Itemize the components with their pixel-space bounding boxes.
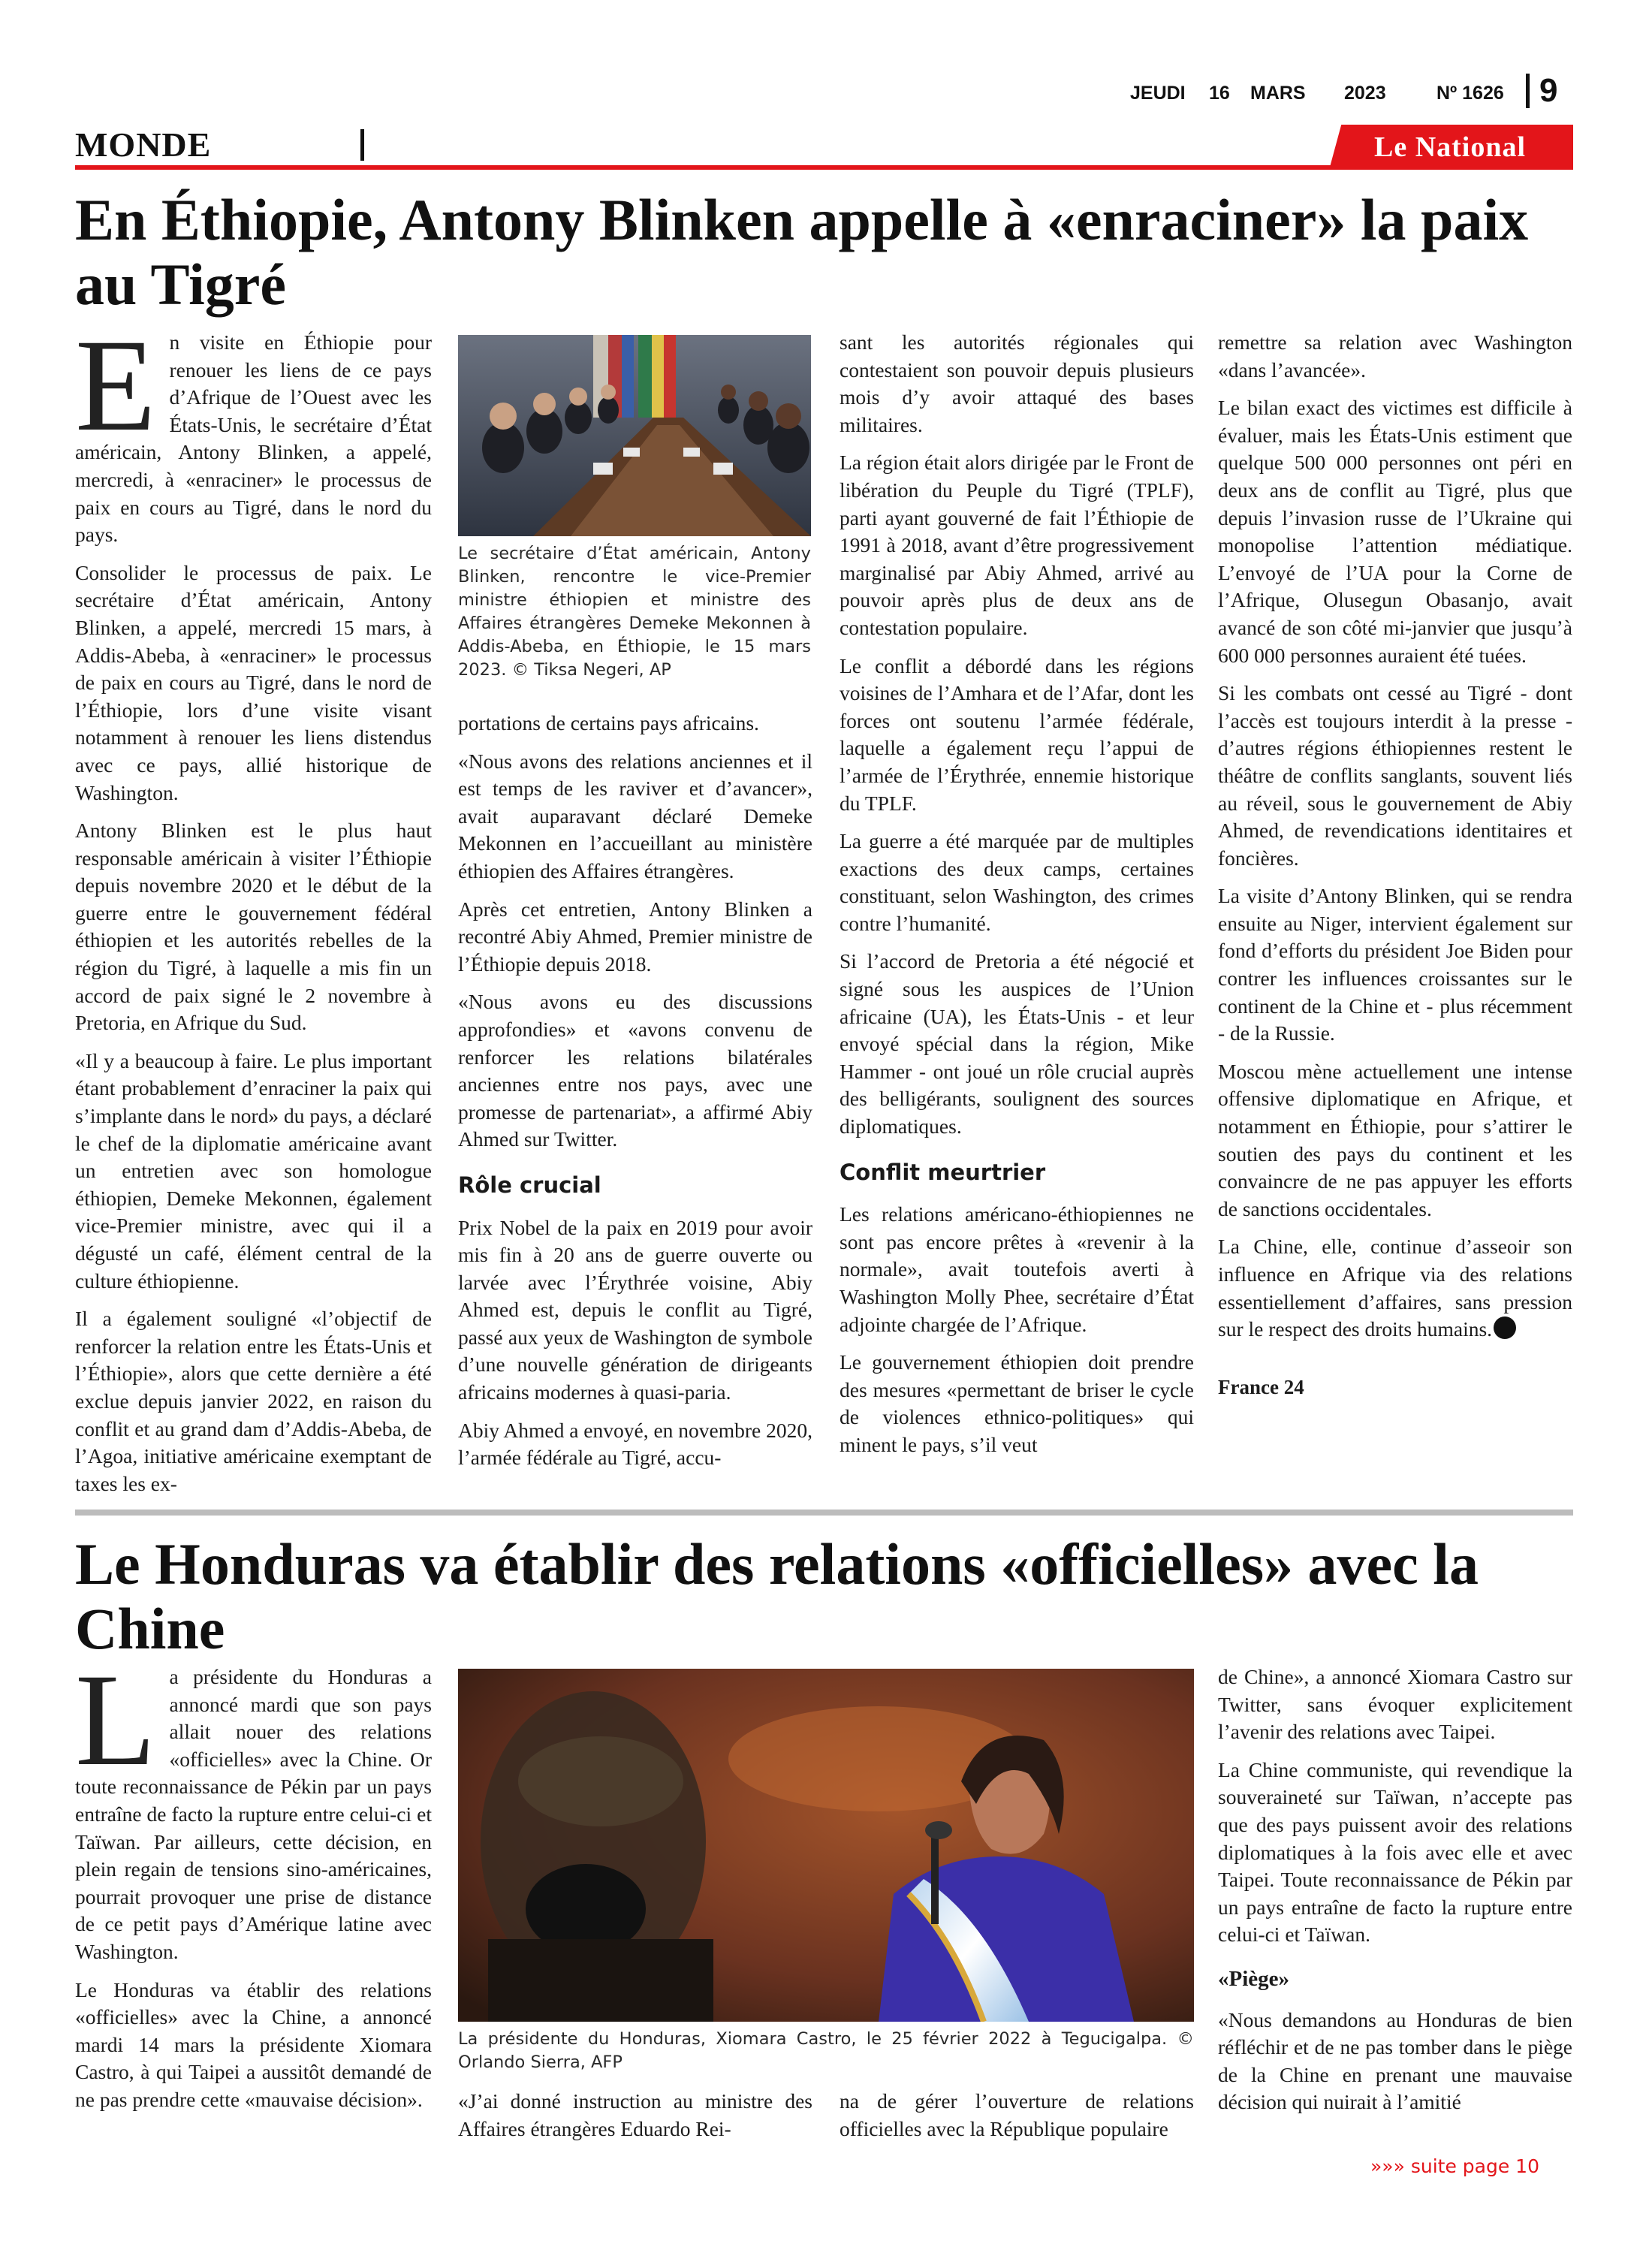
paragraph: Consolider le processus de paix. Le secrétaire d’État américain, Antony Blinken, a appelé, mercredi 15 mars, à Addis-Abeba, à «enraciner» le processus de paix en cours au Tigré, dans le nord de l’Éthiopie, lors d’une visite visant notamment à renouer les liens distendus avec ce pays, allié historique de Washington. bbox=[75, 560, 432, 804]
president-photo-illustration bbox=[458, 1669, 1194, 2022]
page-number-divider bbox=[1526, 74, 1530, 108]
paragraph: Les relations américano-éthiopiennes ne sont pas encore prêtes à «revenir à la normale», avait toutefois averti à Washington Molly Phee, secrétaire d’État adjointe chargée de l’Afrique. bbox=[840, 1202, 1194, 1336]
continued-link[interactable]: »»» suite page 10 bbox=[1370, 2155, 1539, 2177]
article2-col2 bbox=[458, 2088, 812, 2153]
brand-name: Le National bbox=[1374, 131, 1527, 163]
paragraph: La guerre a été marquée par de multiples exactions des deux camps, certaines constituant, selon Washington, des crimes contre l’humanité. bbox=[840, 829, 1194, 935]
paragraph: Le conflit a débordé dans les régions voisines de l’Amhara et de l’Afar, dont les forces ont soutenu l’armée fédérale, laquelle a également reçu l’appui de l’armée de l’Érythrée, ennemie historique du TPLF. bbox=[840, 653, 1194, 815]
article1-headline: En Éthiopie, Antony Blinken appelle à «enraciner» la paix au Tigré bbox=[75, 187, 1529, 317]
paragraph: Si l’accord de Pretoria a été négocié et signé sous les auspices de l’Union africaine (UA), les États-Unis - et leur envoyé spécial dans la région, Mike Hammer - ont joué un rôle crucial auprès des belligérants, soulignent des sources diplomatiques. bbox=[840, 949, 1194, 1139]
article1-col1 bbox=[75, 312, 432, 1508]
article2-col3 bbox=[840, 2088, 1194, 2153]
section-label: MONDE bbox=[75, 125, 212, 164]
meeting-photo-illustration bbox=[458, 335, 811, 536]
paragraph: «Il y a beaucoup à faire. Le plus important étant probablement d’enraciner la paix qui s’implante dans le nord» du pays, a déclaré le chef de la diplomatie américaine avant un entretien avec son homologue éthiopien, Demeke Mekonnen, également vice-Premier ministre, avec qui il a dégusté un café, élément central de la culture éthiopienne. bbox=[75, 1048, 432, 1292]
paragraph: «Nous avons eu des discussions approfondies» et «avons convenu de renforcer les relations bilatérales anciennes entre nos pays, avec une promesse de partenariat», a affirmé Abiy Ahmed sur Twitter. bbox=[458, 990, 812, 1151]
article1-col3 bbox=[840, 329, 1194, 1470]
photo-caption: La présidente du Honduras, Xiomara Castro, le 25 février 2022 à Tegucigalpa. © Orlando Sierra, AFP bbox=[458, 2029, 1194, 2072]
drop-cap: L bbox=[75, 1647, 156, 1793]
paragraph: La Chine communiste, qui revendique la souveraineté sur Taïwan, n’accepte pas que des pays puissent avoir des relations diplomatiques à la fois avec elle et avec Taipei. Toute reconnaissance de Pékin par un pays entraîne de facto la rupture entre celui-ci et Taïwan. bbox=[1218, 1757, 1572, 1947]
date-year: 2023 bbox=[1344, 83, 1386, 104]
issue-number: Nº 1626 bbox=[1436, 83, 1504, 104]
article-source: France 24 bbox=[1218, 1375, 1304, 1398]
paragraph: Le gouvernement éthiopien doit prendre des mesures «permettant de briser le cycle de violences ethnico-politiques» qui minent le pays, s’il veut bbox=[840, 1350, 1194, 1456]
paragraph: na de gérer l’ouverture de relations officielles avec la République populaire bbox=[840, 2089, 1194, 2140]
article1-col2 bbox=[458, 710, 812, 1482]
paragraph: Il a également souligné «l’objectif de renforcer la relation entre les États-Unis et l’Éthiopie», alors que cette dernière a été exclue depuis janvier 2022, en raison du conflit et au grand dam d’Addis-Abeba, de l’Agoa, initiative américaine exemptant de taxes les ex- bbox=[75, 1307, 432, 1495]
paragraph: Moscou mène actuellement une intense offensive diplomatique en Afrique, et notamment en Éthiopie, pour s’attirer le soutien des pays du continent et les convaincre de ne pas appuyer les efforts de sanctions occidentales. bbox=[1218, 1059, 1572, 1220]
article2-col1 bbox=[75, 1647, 432, 2125]
paragraph: En visite en Éthiopie pour renouer les liens de ce pays d’Afrique de l’Ouest avec les États-Unis, le secrétaire d’État américain, Antony Blinken, a appelé, mercredi, à «enraciner» le processus de paix en cours au Tigré, dans le nord du pays. bbox=[75, 312, 432, 547]
meeting-photo bbox=[458, 335, 811, 536]
end-of-article-icon bbox=[1494, 1317, 1516, 1339]
article2-col4 bbox=[1218, 1663, 1572, 2127]
subheading: Conflit meurtrier bbox=[840, 1159, 1046, 1185]
paragraph: Le bilan exact des victimes est difficile à évaluer, mais les États-Unis estiment que quelque 500 000 personnes ont péri en deux ans de conflit au Tigré, plus que depuis l’invasion russe de l’Ukraine qui monopolise l’attention médiatique. L’envoyé de l’UA pour la Corne de l’Afrique, Olusegun Obasanjo, avait avancé de son côté mi-janvier que jusqu’à 600 000 personnes auraient été tuées. bbox=[1218, 396, 1572, 667]
paragraph: de Chine», a annoncé Xiomara Castro sur Twitter, sans évoquer explicitement l’avenir des relations avec Taipei. bbox=[1218, 1665, 1572, 1744]
article2-headline: Le Honduras va établir des relations «officielles» avec la Chine bbox=[75, 1531, 1479, 1661]
section-divider bbox=[360, 129, 364, 161]
subheading: «Piège» bbox=[1218, 1966, 1290, 1991]
article1-col4 bbox=[1218, 329, 1572, 1401]
paragraph: «Nous demandons au Honduras de bien réfléchir et de ne pas tomber dans le piège de la Chine en prenant une mauvaise décision qui nuirait à l’amitié bbox=[1218, 2007, 1572, 2114]
date-number: 16 bbox=[1209, 83, 1230, 104]
paragraph: remettre sa relation avec Washington «dans l’avancée». bbox=[1218, 330, 1572, 382]
date-month: MARS bbox=[1250, 83, 1306, 104]
paragraph: La Chine, elle, continue d’asseoir son influence en Afrique via des relations essentiellement d’affaires, sans pression sur le respect des droits humains. bbox=[1218, 1235, 1572, 1341]
photo-caption: Le secrétaire d’État américain, Antony Blinken, rencontre le vice-Premier ministre éthiopien et ministre des Affaires étrangères Demeke Mekonnen à Addis-Abeba, en Éthiopie, le 15 mars 2023. © Tiksa Negeri, AP bbox=[458, 544, 811, 680]
drop-cap: E bbox=[75, 312, 156, 459]
paragraph: La présidente du Honduras a annoncé mardi que son pays allait nouer des relations «officielles» avec la Chine. Or toute reconnaissance de Pékin par un pays entraîne de facto la rupture entre celui-ci et Taïwan. Par ailleurs, cette décision, en plein regain de tensions sino-américaines, pourrait provoquer une prise de distance de ce petit pays d’Amérique latine avec Washington. bbox=[75, 1647, 432, 1963]
paragraph: Si les combats ont cessé au Tigré - dont l’accès est toujours interdit à la presse - d’autres régions éthiopiennes restent le théâtre de conflits sanglants, souvent liés au réveil, sous le gouvernement de Abiy Ahmed, de revendications identitaires et foncières. bbox=[1218, 681, 1572, 870]
president-photo bbox=[458, 1669, 1194, 2022]
article-divider bbox=[75, 1510, 1573, 1516]
paragraph: «J’ai donné instruction au ministre des Affaires étrangères Eduardo Rei- bbox=[458, 2089, 812, 2140]
paragraph: La visite d’Antony Blinken, qui se rendra ensuite au Niger, intervient également sur fond d’efforts du président Joe Biden pour contrer les influences croissantes sur le continent de la Chine et - plus récemment - de la Russie. bbox=[1218, 884, 1572, 1045]
subheading: Rôle crucial bbox=[458, 1172, 601, 1198]
paragraph: La région était alors dirigée par le Front de libération du Peuple du Tigré (TPLF), parti ayant gouverné de fait l’Éthiopie de 1991 à 2018, avant d’être progressivement marginalisé par Abiy Ahmed, arrivé au pouvoir après plus de deux ans de contestation populaire. bbox=[840, 451, 1194, 639]
page-number: 9 bbox=[1539, 72, 1558, 109]
paragraph: Le Honduras va établir des relations «officielles» avec la Chine, a annoncé mardi 14 mars la présidente Xiomara Castro, à qui Taipei a aussitôt demandé de ne pas prendre cette «mauvaise décision». bbox=[75, 1977, 432, 2111]
paragraph: Prix Nobel de la paix en 2019 pour avoir mis fin à 20 ans de guerre ouverte ou larvée avec l’Érythrée voisine, Abiy Ahmed est, depuis le conflit au Tigré, passé aux yeux de Washington de symbole d’une nouvelle génération de dirigeants africains modernes à quasi-paria. bbox=[458, 1215, 812, 1404]
paragraph: «Nous avons des relations anciennes et il est temps de les raviver et d’avancer», avait auparavant déclaré Demeke Mekonnen en l’accueillant au ministère éthiopien des Affaires étrangères. bbox=[458, 749, 812, 882]
paragraph: sant les autorités régionales qui contestaient son pouvoir depuis plusieurs mois d’y avoir attaqué des bases militaires. bbox=[840, 330, 1194, 436]
paragraph: Abiy Ahmed a envoyé, en novembre 2020, l’armée fédérale au Tigré, accu- bbox=[458, 1418, 812, 1470]
paragraph: Antony Blinken est le plus haut responsable américain à visiter l’Éthiopie depuis novembre 2020 et le début de la guerre entre le gouvernement fédéral éthiopien et les autorités rebelles de la région du Tigré, à laquelle a mis fin un accord de paix signé le 2 novembre à Pretoria, en Afrique du Sud. bbox=[75, 819, 432, 1035]
paragraph: portations de certains pays africains. bbox=[458, 711, 759, 734]
date-day: JEUDI bbox=[1130, 83, 1186, 104]
paragraph: Après cet entretien, Antony Blinken a recontré Abiy Ahmed, Premier ministre de l’Éthiopie depuis 2018. bbox=[458, 897, 812, 976]
